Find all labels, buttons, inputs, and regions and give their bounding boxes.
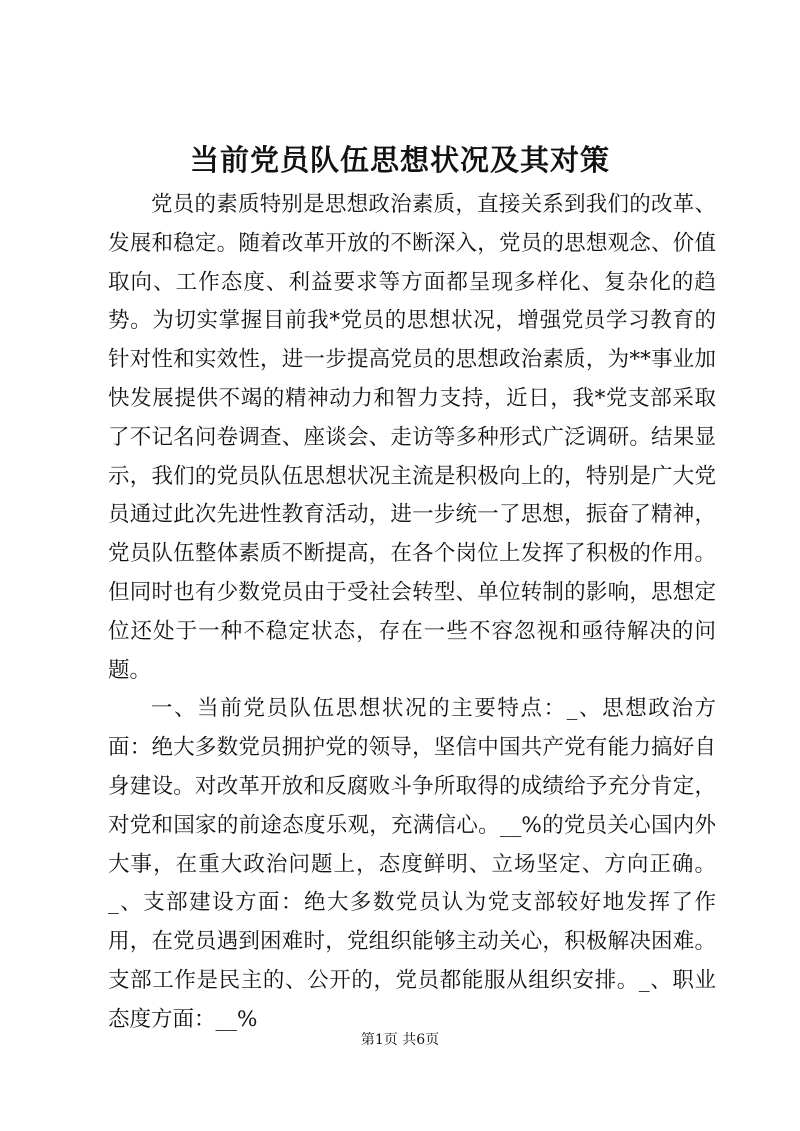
paragraph-intro: 党员的素质特别是思想政治素质，直接关系到我们的改革、发展和稳定。随着改革开放的不断深入，党员的思想观念、价值取向、工作态度、利益要求等方面都呈现多样化、复杂化的趋势。为切实掌握目前我*党员的思想状况，增强党员学习教育的针对性和实效性，进一步提高党员的思想政治素质，为**事业加快发展提供不竭的精神动力和智力支持，近日，我*党支部采取了不记名问卷调查、座谈会、走访等多种形式广泛调研。结果显示，我们的党员队伍思想状况主流是积极向上的，特别是广大党员通过此次先进性教育活动，进一步统一了思想，振奋了精神，党员队伍整体素质不断提高，在各个岗位上发挥了积极的作用。但同时也有少数党员由于受社会转型、单位转制的影响，思想定位还处于一种不稳定状态，存在一些不容忽视和亟待解决的问题。 xyxy=(108,192,716,683)
document-title: 当前党员队伍思想状况及其对策 xyxy=(189,143,610,177)
document-body xyxy=(108,186,716,1040)
page-number-footer: 第1页 共6页 xyxy=(360,1032,440,1048)
paragraph-section-one: 一、当前党员队伍思想状况的主要特点：_、思想政治方面：绝大多数党员拥护党的领导，坚信中国共产党有能力搞好自身建设。对改革开放和反腐败斗争所取得的成绩给予充分肯定，对党和国家的前途态度乐观，充满信心。__%的党员关心国内外大事，在重大政治问题上，态度鲜明、立场坚定、方向正确。_、支部建设方面：绝大多数党员认为党支部较好地发挥了作用，在党员遇到困难时，党组织能够主动关心，积极解决困难。支部工作是民主的、公开的，党员都能服从组织安排。_、职业态度方面：__% xyxy=(108,696,716,1032)
